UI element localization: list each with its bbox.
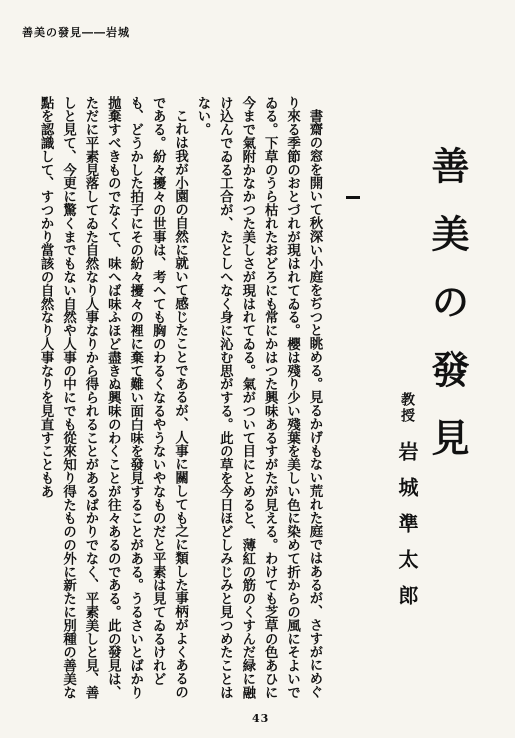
byline xyxy=(397,392,417,621)
paragraph: 書齋の窓を開いて秋深い小庭をぢつと眺める。見るかげもない荒れた庭ではあるが、さすがにめぐり來る季節のおとづれが現はれてゐる。櫻は殘り少い殘葉を美しい色に染めて折からの風にそよいでゐる。下草のうら枯れたおどろにも常にかはつた興味あるすがたが見える。わけても芝草の色あひに今まで氣附かなかつた美しさが現はれてゐる。氣がついて目にとめると、薄紅の筋のくすんだ緑に融け込んでゐる工合が、たとしへなく身に沁む思がする。此の草を今日ほどしみじみと見つめたことはない。 xyxy=(194,96,323,699)
author-name: 岩城準太郎 xyxy=(395,441,419,622)
page-number: 43 xyxy=(252,712,270,725)
article-title: 善美の發見 xyxy=(425,146,470,486)
paragraph: これは我が小園の自然に就いて感じたことであるが、人事に關しても之に類した事柄がよくあるのである。紛々擾々の世事は、考へても胸のわるくなるやうないやなものだと平素は見てゐるけれども、どうかした拍子にその紛々擾々の裡に棄て難い面白味を發見することがある。うるさいとばかり拋棄すべきものでなくて、味へば味ふほど盡きぬ興味のわくことが往々あるのである。此の發見は、ただに平素見落してゐた自然なり人事なりから得られることがあるばかりでなく、平素美しと見、善しと見て、今更に驚くまでもない自然や人事の中にでも從來知り得たものの外に新たに別種の善美な點を認識して、すつかり當該の自然なり人事なりを見直すこともあ xyxy=(38,96,189,699)
running-header: 善美の發見――岩城 xyxy=(22,26,130,39)
section-number-mark xyxy=(346,196,360,199)
author-role: 教授 xyxy=(399,392,415,424)
body-text xyxy=(36,96,326,706)
